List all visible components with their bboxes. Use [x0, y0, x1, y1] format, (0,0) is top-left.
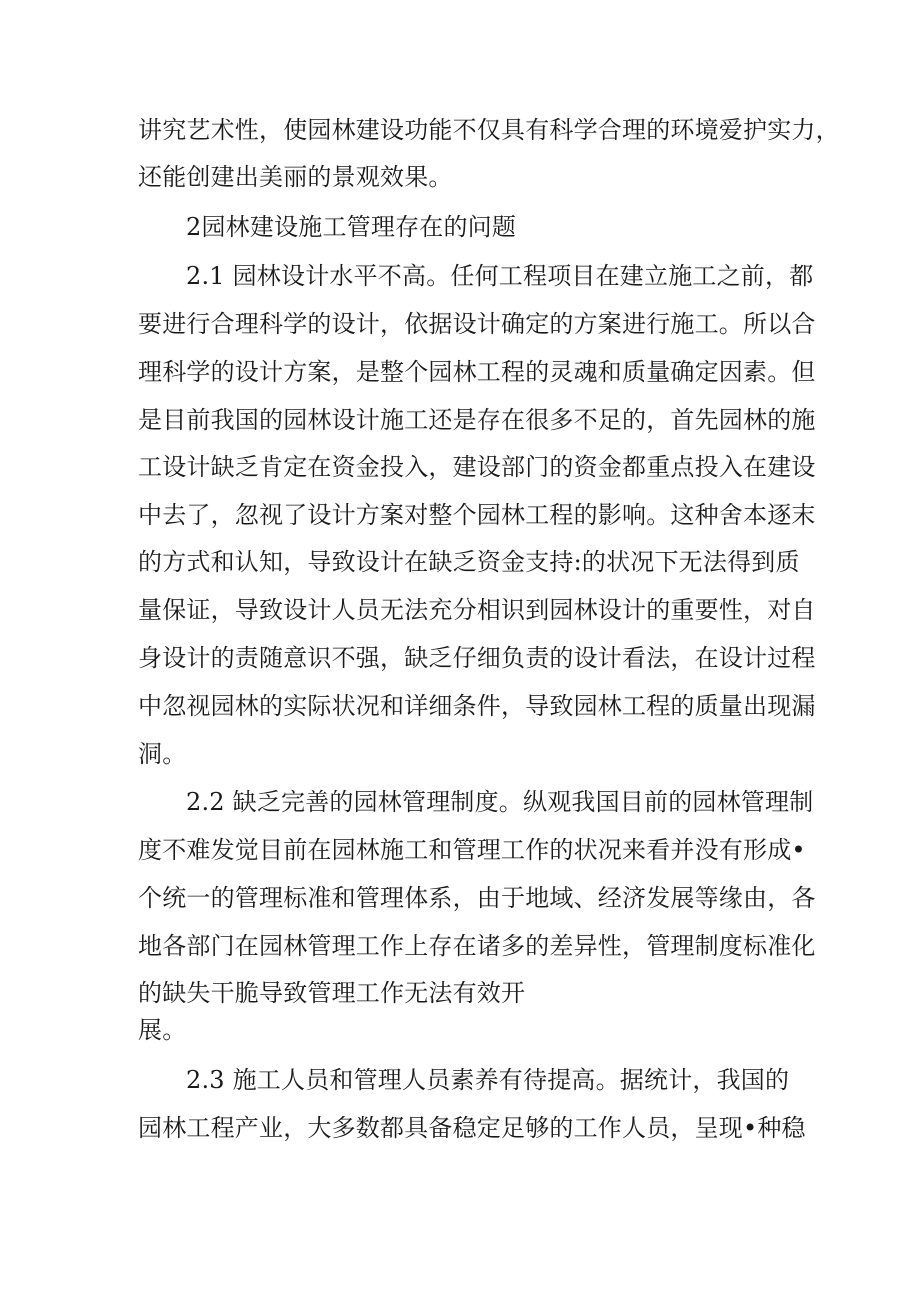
text-line: 个统一的管理标准和管理体系，由于地域、经济发展等缘由，各 — [138, 884, 816, 912]
text-line: 是目前我国的园林设计施工还是存在很多不足的，首先园林的施 — [138, 406, 816, 434]
text-line: 工设计缺乏肯定在资金投入，建设部门的资金都重点投入在建设 — [138, 453, 816, 481]
text-line: 中去了，忽视了设计方案对整个园林工程的影响。这种舍本逐末 — [138, 501, 816, 529]
text-line: 还能创建出美丽的景观效果。 — [138, 163, 453, 191]
text-line: 讲究艺术性，使园林建设功能不仅具有科学合理的环境爱护实力， — [138, 116, 840, 144]
text-line: 洞。 — [138, 740, 187, 768]
text-line: 2.2 缺乏完善的园林管理制度。纵观我国目前的园林管理制 — [186, 788, 814, 816]
text-line: 园林工程产业，大多数都具备稳定足够的工作人员，呈现•种稳 — [138, 1114, 806, 1142]
text-line: 理科学的设计方案，是整个园林工程的灵魂和质量确定因素。但 — [138, 358, 816, 386]
text-line: 地各部门在园林管理工作上存在诸多的差异性，管理制度标准化 — [138, 932, 816, 960]
text-line: 度不难发觉目前在园林施工和管理工作的状况来看并没有形成• — [138, 836, 806, 864]
text-line: 量保证，导致设计人员无法充分相识到园林设计的重要性，对自 — [138, 596, 816, 624]
text-line: 2.1 园林设计水平不高。任何工程项目在建立施工之前，都 — [186, 262, 814, 290]
section-heading: 2园林建设施工管理存在的问题 — [186, 213, 517, 241]
text-line: 的缺失干脆导致管理工作无法有效开 — [138, 979, 526, 1007]
text-line: 展。 — [138, 1016, 187, 1044]
text-line: 的方式和认知，导致设计在缺乏资金支持:的状况下无法得到质 — [138, 548, 800, 576]
text-line: 身设计的责随意识不强，缺乏仔细负责的设计看法，在设计过程 — [138, 644, 816, 672]
text-line: 要进行合理科学的设计，依据设计确定的方案进行施工。所以合 — [138, 310, 816, 338]
text-line: 2.3 施工人员和管理人员素养有待提高。据统计，我国的 — [186, 1066, 790, 1094]
text-line: 中忽视园林的实际状况和详细条件，导致园林工程的质量出现漏 — [138, 692, 816, 720]
